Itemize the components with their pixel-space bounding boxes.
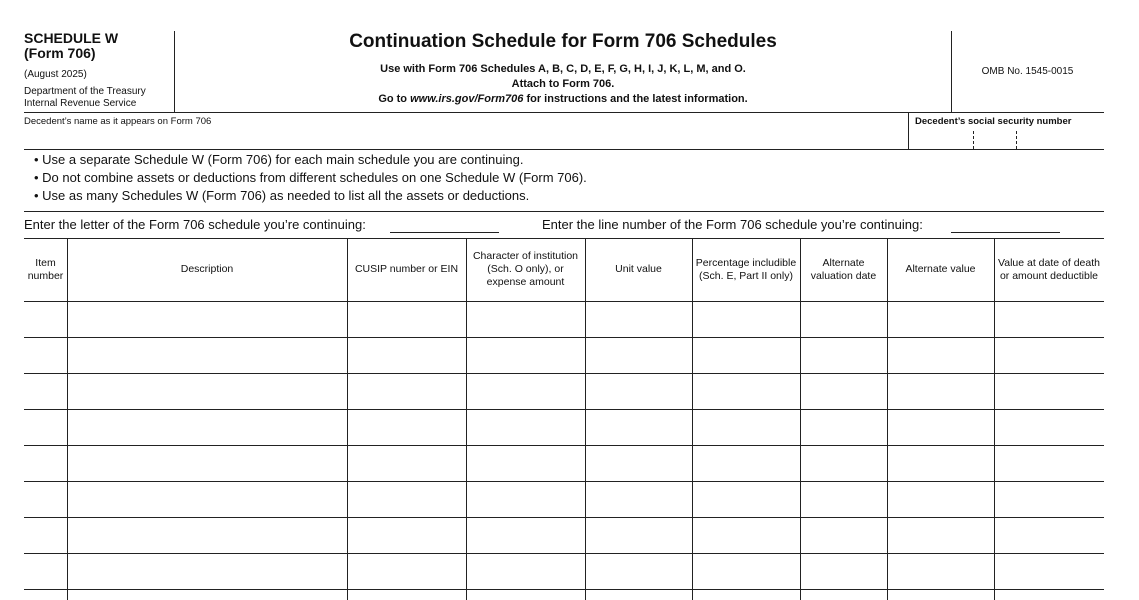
revision-date: (August 2025) [24,69,87,80]
table-cell[interactable] [24,445,67,481]
instruction-item: • Use a separate Schedule W (Form 706) for each main schedule you are continuing. [34,152,524,167]
column-divider [692,238,693,600]
table-cell[interactable] [347,337,466,373]
table-cell[interactable] [585,553,692,589]
table-cell[interactable] [585,445,692,481]
table-cell[interactable] [67,337,347,373]
table-cell[interactable] [24,337,67,373]
table-cell[interactable] [994,373,1104,409]
form-number: (Form 706) [24,45,96,61]
table-cell[interactable] [994,517,1104,553]
table-cell[interactable] [887,409,994,445]
schedule-letter-label: Enter the letter of the Form 706 schedule you’re continuing: [24,217,366,232]
table-cell[interactable] [800,553,887,589]
table-cell[interactable] [466,553,585,589]
column-divider [585,238,586,600]
row-divider [24,589,1104,590]
table-cell[interactable] [585,337,692,373]
table-cell[interactable] [466,517,585,553]
line-number-field[interactable] [951,216,1060,233]
table-cell[interactable] [585,373,692,409]
column-header: Percentage includible (Sch. E, Part II only) [695,256,797,282]
ssn-field[interactable] [912,128,1102,148]
table-cell[interactable] [887,517,994,553]
table-cell[interactable] [67,301,347,337]
table-cell[interactable] [994,301,1104,337]
table-cell[interactable] [347,445,466,481]
column-header: Item number [27,256,64,282]
table-cell[interactable] [994,409,1104,445]
table-cell[interactable] [692,445,800,481]
ssn-label: Decedent’s social security number [915,116,1072,127]
table-cell[interactable] [67,445,347,481]
decedent-name-field[interactable] [24,128,904,148]
table-cell[interactable] [585,517,692,553]
column-header: Unit value [615,263,662,275]
column-divider [800,238,801,600]
table-cell[interactable] [692,373,800,409]
column-divider [466,238,467,600]
table-cell[interactable] [466,373,585,409]
schedule-name: SCHEDULE W [24,30,119,46]
header-line-1: Use with Form 706 Schedules A, B, C, D, E, F, G, H, I, J, K, L, M, and O. [380,63,746,75]
table-cell[interactable] [466,337,585,373]
table-cell[interactable] [347,481,466,517]
table-cell[interactable] [994,445,1104,481]
table-cell[interactable] [800,445,887,481]
table-cell[interactable] [800,337,887,373]
table-cell[interactable] [800,373,887,409]
decedent-name-label: Decedent’s name as it appears on Form 706 [24,116,212,127]
table-cell[interactable] [800,301,887,337]
table-cell[interactable] [466,445,585,481]
table-cell[interactable] [692,337,800,373]
table-cell[interactable] [347,373,466,409]
table-cell[interactable] [347,301,466,337]
column-divider [67,238,68,600]
irs-link[interactable]: www.irs.gov/Form706 [410,93,524,105]
table-cell[interactable] [466,481,585,517]
line-number-label: Enter the line number of the Form 706 schedule you’re continuing: [542,217,923,232]
instructions-list [34,151,587,205]
table-cell[interactable] [67,481,347,517]
table-cell[interactable] [24,481,67,517]
table-cell[interactable] [24,553,67,589]
table-cell[interactable] [887,373,994,409]
table-cell[interactable] [800,517,887,553]
table-cell[interactable] [887,553,994,589]
column-divider [994,238,995,600]
table-cell[interactable] [466,301,585,337]
column-divider [887,238,888,600]
table-cell[interactable] [347,517,466,553]
table-cell[interactable] [67,517,347,553]
table-cell[interactable] [347,409,466,445]
table-cell[interactable] [800,409,887,445]
schedule-letter-field[interactable] [390,216,499,233]
table-cell[interactable] [585,301,692,337]
table-cell[interactable] [692,517,800,553]
table-cell[interactable] [24,517,67,553]
table-cell[interactable] [800,481,887,517]
table-cell[interactable] [67,553,347,589]
table-cell[interactable] [887,445,994,481]
table-cell[interactable] [347,553,466,589]
agency: Internal Revenue Service [24,98,137,109]
header-line-3: Go to www.irs.gov/Form706 for instructions and the latest information. [378,93,748,105]
table-cell[interactable] [24,301,67,337]
column-header: Description [180,263,234,275]
table-cell[interactable] [585,409,692,445]
table-cell[interactable] [994,553,1104,589]
form-title: Continuation Schedule for Form 706 Schedules [349,31,777,52]
table-cell[interactable] [994,481,1104,517]
department: Department of the Treasury [24,86,146,97]
column-header: CUSIP number or EIN [354,263,459,275]
table-cell[interactable] [24,373,67,409]
table-cell[interactable] [887,301,994,337]
table-cell[interactable] [692,301,800,337]
table-cell[interactable] [887,337,994,373]
table-cell[interactable] [692,481,800,517]
column-header: Character of institution (Sch. O only), or expense amount [472,250,579,288]
column-header: Value at date of death or amount deductible [998,256,1100,282]
column-header: Alternate value [905,263,976,275]
table-cell[interactable] [692,553,800,589]
table-cell[interactable] [67,409,347,445]
table-cell[interactable] [692,409,800,445]
header-line-2: Attach to Form 706. [511,78,615,90]
table-cell[interactable] [887,481,994,517]
table-cell[interactable] [24,409,67,445]
instruction-item: • Use as many Schedules W (Form 706) as needed to list all the assets or deductions. [34,188,530,203]
table-cell[interactable] [994,337,1104,373]
table-cell[interactable] [585,481,692,517]
omb-number: OMB No. 1545-0015 [981,66,1074,77]
column-divider [347,238,348,600]
table-cell[interactable] [67,373,347,409]
table-cell[interactable] [466,409,585,445]
column-header: Alternate valuation date [810,256,877,282]
instruction-item: • Do not combine assets or deductions from different schedules on one Schedule W (Form 706). [34,170,587,185]
